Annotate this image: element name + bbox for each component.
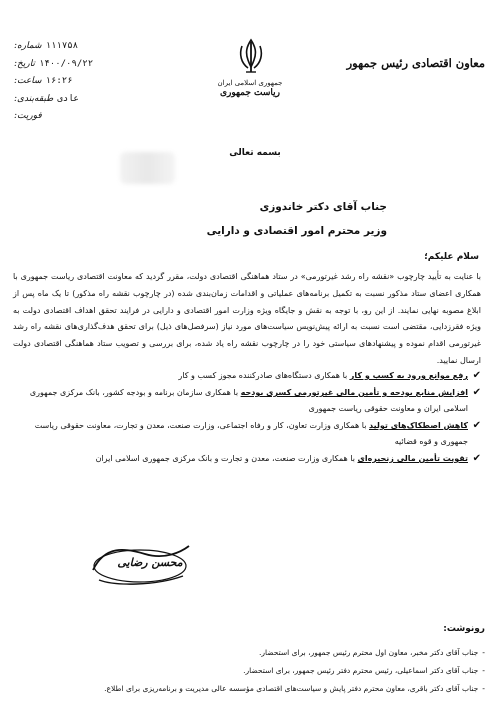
list-item [13, 451, 481, 467]
item-text: با همکاری وزارت صنعت، معدن و تجارت و بانک مرکزی جمهوری اسلامی ایران [95, 454, 358, 463]
redacted-smudge [120, 152, 175, 184]
cc-item [15, 680, 485, 698]
checkmark-icon: ✔ [472, 387, 481, 398]
meta-time [14, 73, 134, 91]
item-heading: افزایش منابع بودجه و تأمین مالی غیرتورمی کسری بودجه [240, 388, 468, 397]
cc-item [15, 644, 485, 662]
body-paragraph: با عنایت به تأیید چارچوب «نقشه راه رشد غیرتورمی» در ستاد هماهنگی اقتصادی دولت، مقرر گردید که معاونت اقتصادی ریاست جمهوری با همکاری اعضای ستاد مذکور نسبت به تکمیل برنامه‌های عملیاتی و اقدامات زمان‌بندی شده (در چارچوب نقشه راه مذکور) تا یک ماه پس از ابلاغ مصوبه نهایی نمایند. از این رو، با توجه به نقش و جایگاه ویژه وزارت امور اقتصادی و دارایی در فرایند تحقق اهداف اقتصادی دولت به ویژه فقرزدایی، مقتضی است نسبت به ارائه پیش‌نویس سیاست‌های مورد نیاز (سرفصل‌های ذیل) برای تحقق هدف‌گذاری‌های نقشه راه رشد غیرتورمی اقدام نموده و پیشنهادهای سیاستی خود را در چارچوب نقشه راه یاد شده، برای بررسی و تصویب ستاد هماهنگی اقتصادی دولت ارسال نمایید. [13, 272, 481, 365]
addressee-name: جناب آقای دکتر خاندوزی [259, 201, 387, 213]
item-heading: تقویت تأمین مالی زنجیره‌ای [357, 454, 468, 463]
item-text: با همکاری سازمان برنامه و بودجه کشور، بانک مرکزی جمهوری اسلامی ایران و معاونت حقوقی ریاست جمهوری [29, 388, 468, 413]
meta-date [14, 56, 134, 74]
meta-label: تاریخ: [14, 58, 35, 69]
signature-name: محسن رضایی [117, 556, 183, 569]
emblem-line-1: جمهوری اسلامی ایران [217, 79, 283, 87]
dash-icon: - [482, 648, 485, 657]
cc-title: رونوشت: [443, 624, 485, 634]
checkmark-icon: ✔ [472, 370, 481, 381]
meta-value: ۱۱۱۷۵۸ [45, 41, 79, 51]
meta-value: عادی [57, 93, 79, 104]
meta-value: ۱۴۰۰/۰۹/۲۲ [38, 58, 94, 69]
list-item [13, 418, 481, 450]
item-heading: کاهش اصطکاک‌های تولید [369, 421, 468, 430]
meta-value: ۱۶:۲۶ [45, 76, 73, 86]
item-heading: رفع موانع ورود به کسب و کار [349, 371, 468, 380]
salutation: سلام علیکم؛ [424, 252, 479, 262]
dash-icon: - [482, 666, 485, 675]
cc-list [15, 644, 485, 698]
addressee-title: وزیر محترم امور اقتصادی و دارایی [206, 225, 387, 237]
dash-icon: - [482, 684, 485, 693]
cc-item-text: جناب آقای دکتر مخبر، معاون اول محترم رئیس جمهور، برای استحضار. [258, 648, 479, 657]
emblem-line-2: ریاست جمهوری [219, 88, 281, 98]
meta-number [14, 38, 134, 56]
checkmark-icon: ✔ [472, 453, 481, 464]
meta-urgency [14, 108, 134, 126]
cc-item [15, 662, 485, 680]
letter-meta [14, 38, 134, 126]
checkmark-icon: ✔ [472, 420, 481, 431]
addressee [167, 195, 387, 243]
list-item [13, 385, 481, 417]
emblem-caption [200, 78, 300, 98]
item-text: با همکاری دستگاه‌های صادرکننده مجوز کسب و کار [178, 371, 350, 380]
meta-label: شماره: [14, 41, 42, 51]
item-text: با همکاری وزارت تعاون، کار و رفاه اجتماعی، وزارت صنعت، معدن و تجارت، معاونت حقوقی ریاست جمهوری و قوه قضائیه [34, 421, 468, 446]
meta-label: طبقه‌بندی: [14, 93, 54, 104]
bismillah: بسمه تعالی [229, 148, 281, 158]
cc-item-text: جناب آقای دکتر باقری، معاون محترم دفتر پایش و سیاست‌های اقتصادی مؤسسه عالی مدیریت و برنامه‌ریزی برای اطلاع. [104, 684, 479, 693]
meta-label: ساعت: [14, 76, 42, 86]
iran-emblem-icon [236, 36, 266, 76]
policy-list [13, 368, 481, 468]
list-item [13, 368, 481, 384]
cc-item-text: جناب آقای دکتر اسماعیلی، رئیس محترم دفتر رئیس جمهور، برای استحضار. [243, 666, 479, 675]
meta-label: فوریت: [14, 111, 42, 121]
office-title: معاون اقتصادی رئیس جمهور [346, 56, 485, 70]
meta-classification [14, 91, 134, 109]
